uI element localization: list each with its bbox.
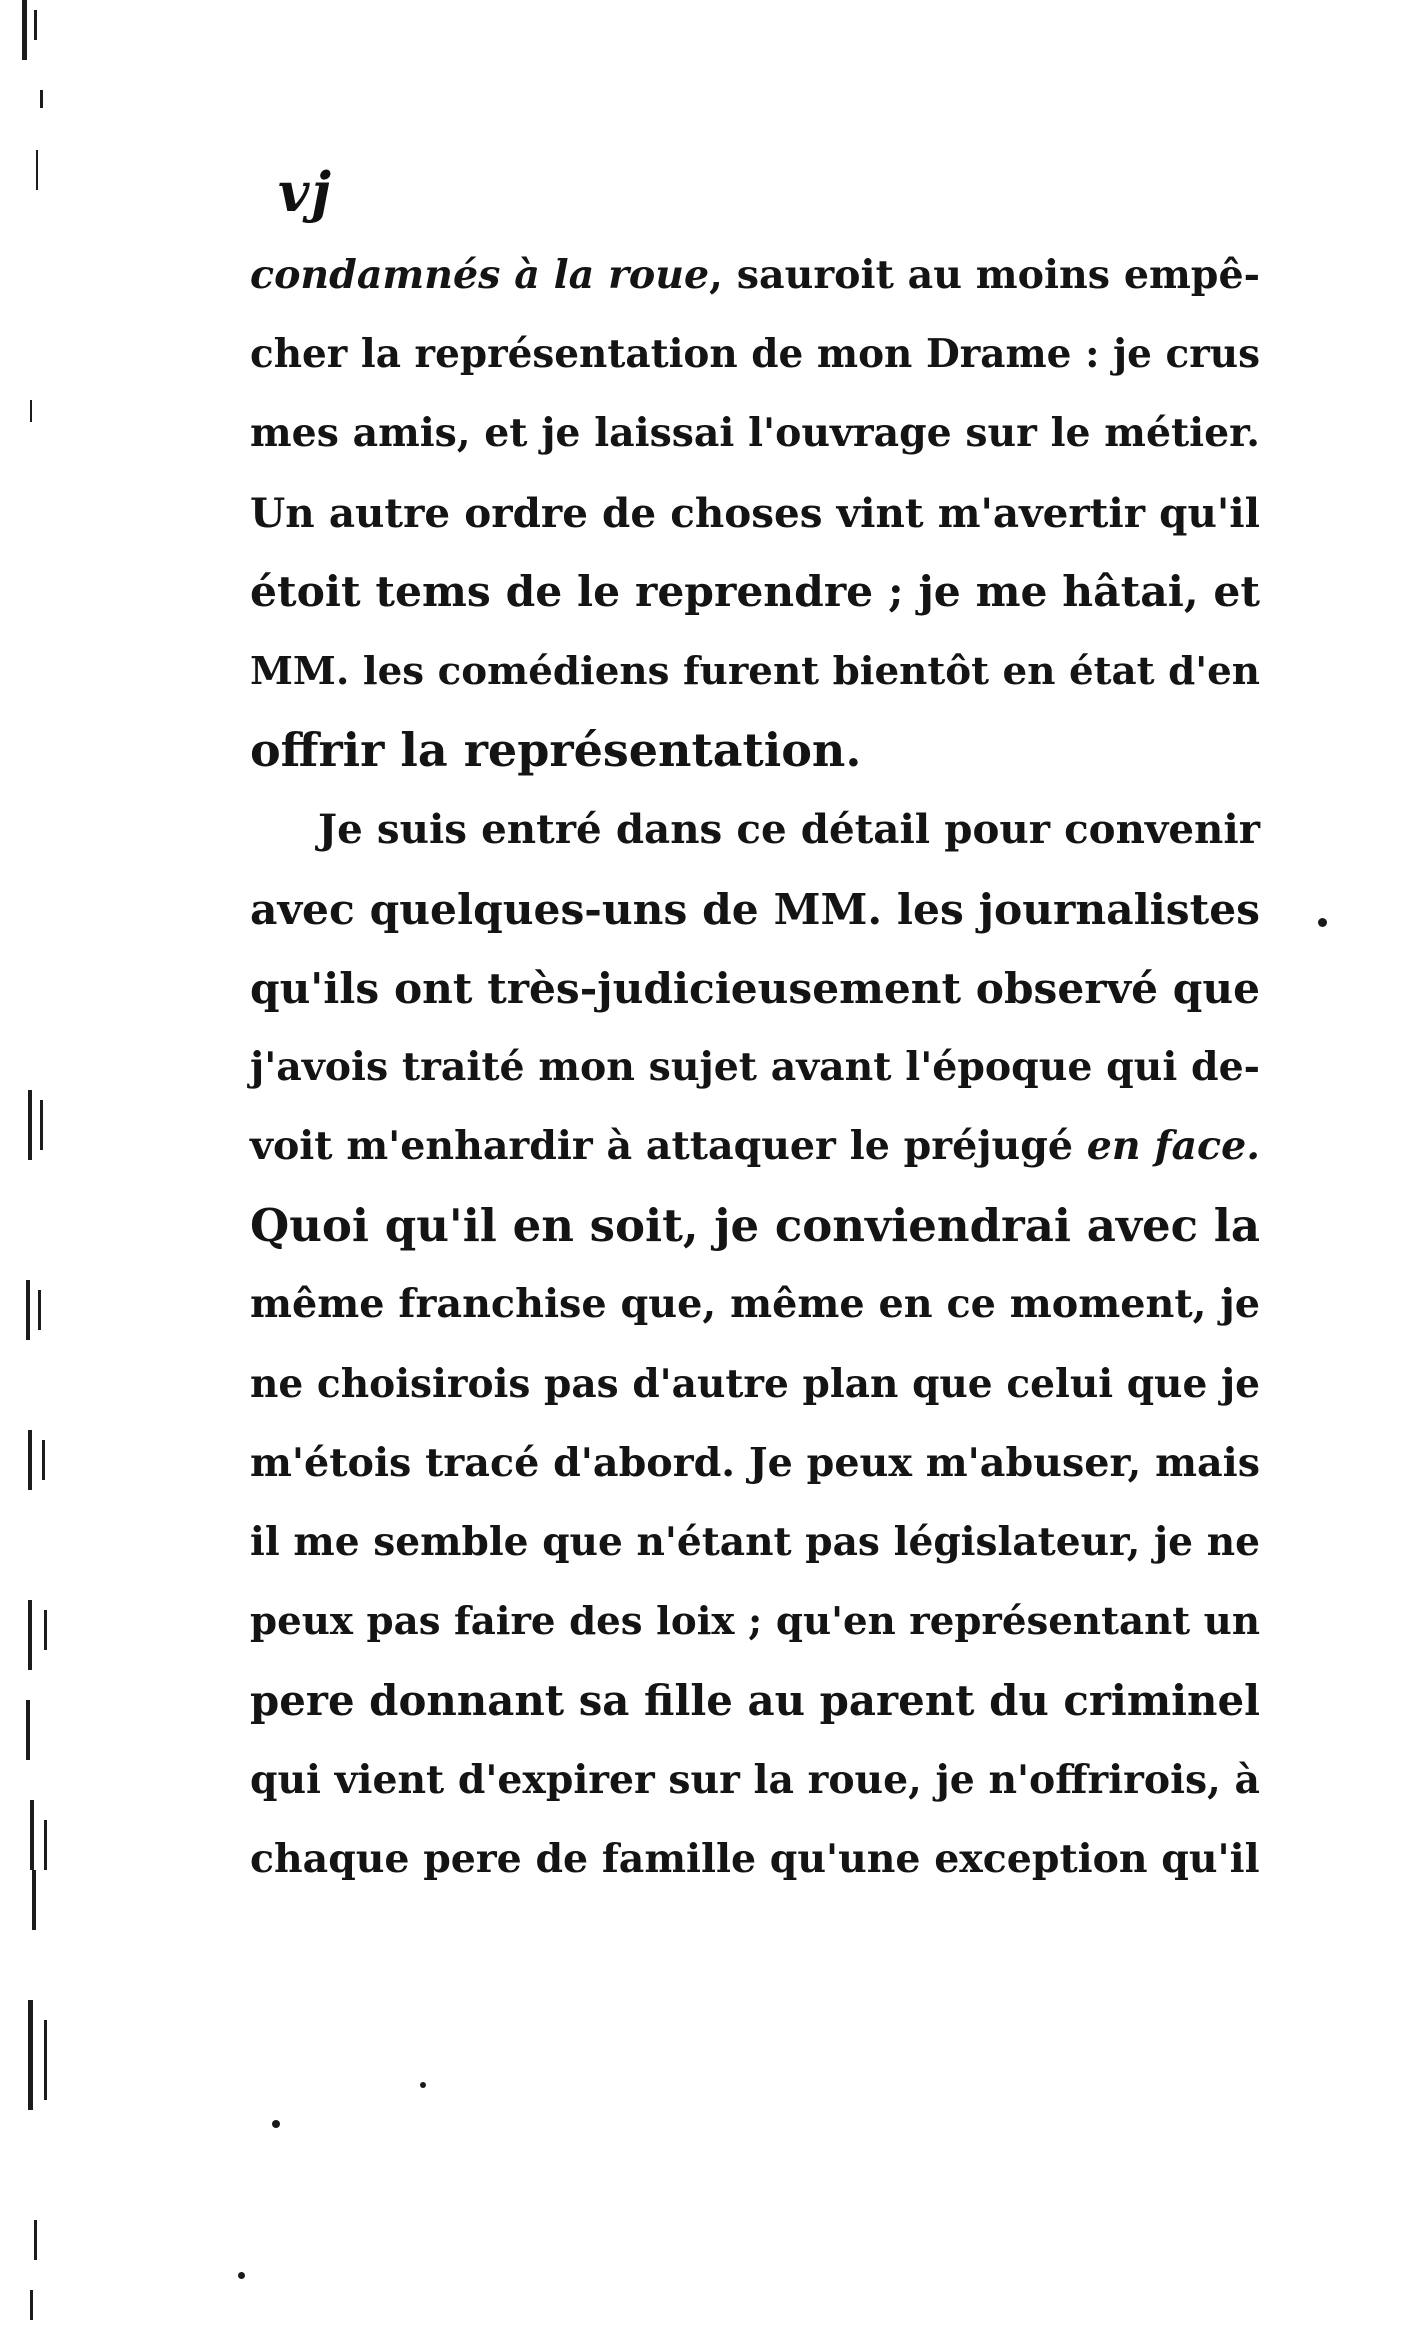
text-line bbox=[250, 1741, 1260, 1820]
text-run: même franchise que, même en ce moment, je bbox=[250, 1281, 1260, 1328]
text-line bbox=[250, 1107, 1260, 1186]
body-text bbox=[250, 236, 1260, 1899]
text-line bbox=[250, 790, 1260, 869]
text-run: , sauroit au moins empê- bbox=[709, 252, 1260, 298]
text-line bbox=[250, 1820, 1260, 1899]
text-line bbox=[250, 1186, 1260, 1265]
ink-speck bbox=[238, 2272, 245, 2279]
text-run: pere donnant sa fille au parent du criminel bbox=[250, 1676, 1260, 1726]
ink-speck bbox=[272, 2120, 280, 2128]
ink-speck bbox=[420, 2082, 426, 2088]
text-run: avec quelques-uns de MM. les journalistes bbox=[250, 883, 1260, 934]
text-line bbox=[250, 1503, 1260, 1582]
text-run: cher la représentation de mon Drame : je crus bbox=[250, 331, 1260, 378]
text-run: offrir la représentation. bbox=[250, 723, 862, 778]
scan-gutter bbox=[0, 0, 90, 2340]
text-run: étoit tems de le reprendre ; je me hâtai, et bbox=[250, 566, 1260, 617]
text-line bbox=[250, 1265, 1260, 1344]
text-line bbox=[250, 632, 1260, 711]
page-folio: vj bbox=[278, 160, 333, 224]
italic-text: en face. bbox=[1086, 1123, 1260, 1170]
text-line bbox=[250, 711, 1260, 790]
text-run: ne choisirois pas d'autre plan que celui que je bbox=[250, 1360, 1260, 1407]
text-run: qu'ils ont très-judicieusement observé que bbox=[250, 962, 1260, 1013]
text-line bbox=[250, 553, 1260, 632]
text-line bbox=[250, 1028, 1260, 1107]
text-line bbox=[250, 1345, 1260, 1424]
text-run: Quoi qu'il en soit, je conviendrai avec la bbox=[250, 1199, 1260, 1253]
text-line bbox=[250, 236, 1260, 315]
text-run: peux pas faire des loix ; qu'en représentant un bbox=[250, 1599, 1260, 1645]
text-run: mes amis, et je laissai l'ouvrage sur le métier. bbox=[250, 410, 1260, 457]
text-run: j'avois traité mon sujet avant l'époque qui de- bbox=[250, 1043, 1260, 1090]
text-line bbox=[250, 1582, 1260, 1661]
text-run: qui vient d'expirer sur la roue, je n'offrirois, à bbox=[250, 1756, 1260, 1803]
text-run: Un autre ordre de choses vint m'avertir qu'il bbox=[250, 488, 1260, 537]
text-run: MM. les comédiens furent bientôt en état d'en bbox=[250, 648, 1260, 694]
text-run: chaque pere de famille qu'une exception qu'il bbox=[250, 1835, 1260, 1882]
text-run: il me semble que n'étant pas législateur, je ne bbox=[250, 1519, 1260, 1565]
text-line bbox=[250, 315, 1260, 394]
text-line bbox=[250, 1424, 1260, 1503]
text-line bbox=[250, 870, 1260, 949]
text-line bbox=[250, 1661, 1260, 1740]
text-run: voit m'enhardir à attaquer le préjugé bbox=[250, 1123, 1087, 1170]
italic-text: condamnés à la roue bbox=[250, 252, 710, 298]
text-line bbox=[250, 394, 1260, 473]
text-line bbox=[250, 474, 1260, 553]
text-line bbox=[250, 949, 1260, 1028]
text-run: m'étois tracé d'abord. Je peux m'abuser, mais bbox=[250, 1439, 1260, 1486]
text-run: Je suis entré dans ce détail pour convenir bbox=[318, 805, 1260, 854]
ink-speck bbox=[1318, 918, 1327, 927]
